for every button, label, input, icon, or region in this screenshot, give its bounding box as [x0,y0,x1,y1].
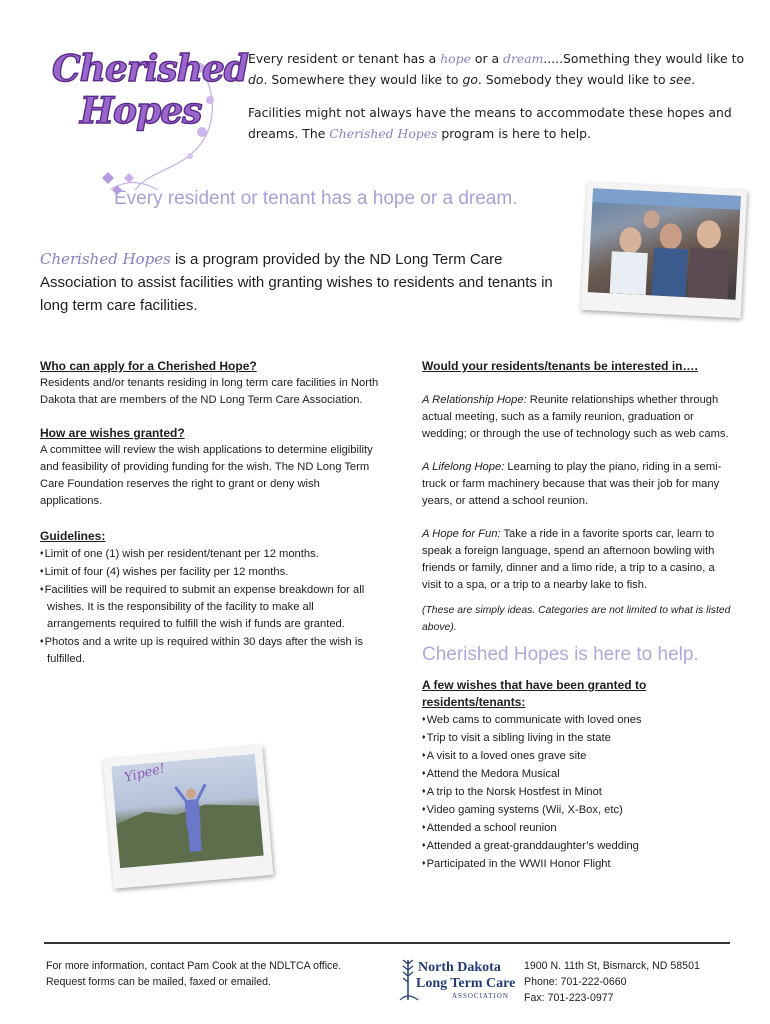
program-description-text: is a program provided by the ND Long Term Care Association to assist facilities with granting wishes to residents and tenants in long term care facilities. [40,251,553,314]
footer-divider [44,942,730,944]
word-dream: dream [503,51,544,66]
right-column [422,358,734,873]
guideline-item: ♦ Limit of four (4) wishes per facility per 12 months. [40,563,385,581]
relationship-hope: A Relationship Hope: Reunite relationships whether through actual meeting, such as a family reunion, graduation or wedding; or through the use of technology such as web cams. [422,394,729,440]
granted-item: ♦ Attend the Medora Musical [422,765,734,783]
association-name-line-3: ASSOCIATION [452,992,509,1000]
group-photo [581,182,747,318]
granted-item: ♦ Participated in the WWII Honor Flight [422,855,734,873]
contact-line-2: Request forms can be mailed, faxed or emailed. [46,976,271,988]
guideline-item: ♦ Facilities will be required to submit an expense breakdown for all wishes. It is the responsibility of the facility to make all arrangements required to fulfill the wish if funds are granted. [40,581,385,633]
word-hope: hope [440,51,471,66]
granted-item: ♦ Attended a school reunion [422,819,734,837]
how-heading: How are wishes granted? [40,426,185,440]
ideas-note: (These are simply ideas. Categories are not limited to what is listed above). [422,605,731,633]
association-name-line-1: North Dakota [418,960,501,975]
logo-word-cherished: Cherished [52,48,248,90]
contact-line-1: For more information, contact Pam Cook at the NDLTCA office. [46,960,342,972]
fun-hope: A Hope for Fun: Take a ride in a favorite sports car, learn to speak a foreign language, spend an afternoon bowling with friends or family, dinner and a limo ride, a trip to a casino, a visit to a spa, or a trip to a nearby lake to fish. [422,528,715,591]
footer-address [524,958,700,1006]
who-text: Residents and/or tenants residing in long term care facilities in North Dakota that are members of the ND Long Term Care Association. [40,377,379,406]
guidelines-heading: Guidelines: [40,529,106,543]
association-name-line-2: Long Term Care [416,976,516,991]
how-text: A committee will review the wish applications to determine eligibility and feasibility of providing funding for the wish. The ND Long Term Care Foundation reserves the right to grant or deny wish applications. [40,444,373,507]
landscape-photo [103,745,274,888]
granted-item: ♦ Web cams to communicate with loved ones [422,711,734,729]
program-description [40,248,560,317]
granted-item: ♦ Video gaming systems (Wii, X-Box, etc) [422,801,734,819]
help-tagline: Cherished Hopes is here to help. [422,644,699,665]
logo-word-hopes: Hopes [80,90,202,132]
granted-item: ♦ A visit to a loved ones grave site [422,747,734,765]
people-photo-icon [588,188,741,300]
program-name: Cherished Hopes [329,126,438,141]
guideline-item: ♦ Limit of one (1) wish per resident/tenant per 12 months. [40,545,385,563]
guideline-item: ♦ Photos and a write up is required within 30 days after the wish is fulfilled. [40,633,385,668]
banner-heading: Every resident or tenant has a hope or a dream. [114,188,518,209]
granted-heading: A few wishes that have been granted to residents/tenants: [422,678,647,709]
program-name-large: Cherished Hopes [40,250,171,268]
who-heading: Who can apply for a Cherished Hope? [40,359,257,373]
fax: Fax: 701-223-0977 [524,992,614,1004]
interest-heading: Would your residents/tenants be interested in…. [422,359,698,373]
intro-paragraph-1: Every resident or tenant has a hope or a dream.....Something they would like to do. Somewhere they would like to go. Somebody they would like to see. [248,51,745,87]
photo-caption: Yipee! [122,761,167,786]
granted-item: ♦ Attended a great-granddaughter’s wedding [422,837,734,855]
association-logo [396,954,514,1002]
intro-paragraph-2: Facilities might not always have the means to accommodate these hopes and dreams. The Cherished Hopes program is here to help. [248,105,732,141]
left-column [40,358,385,668]
lifelong-hope: A Lifelong Hope: Learning to play the piano, riding in a semi-truck or farm machinery because that was their job for many years, or attend a school reunion. [422,461,722,507]
granted-item: ♦ Trip to visit a sibling living in the state [422,729,734,747]
granted-item: ♦ A trip to the Norsk Hostfest in Minot [422,783,734,801]
address: 1900 N. 11th St, Bismarck, ND 58501 [524,960,700,972]
footer-contact [46,958,341,990]
phone: Phone: 701-222-0660 [524,976,627,988]
cherished-hopes-logo [40,40,248,190]
intro-text [248,48,748,156]
